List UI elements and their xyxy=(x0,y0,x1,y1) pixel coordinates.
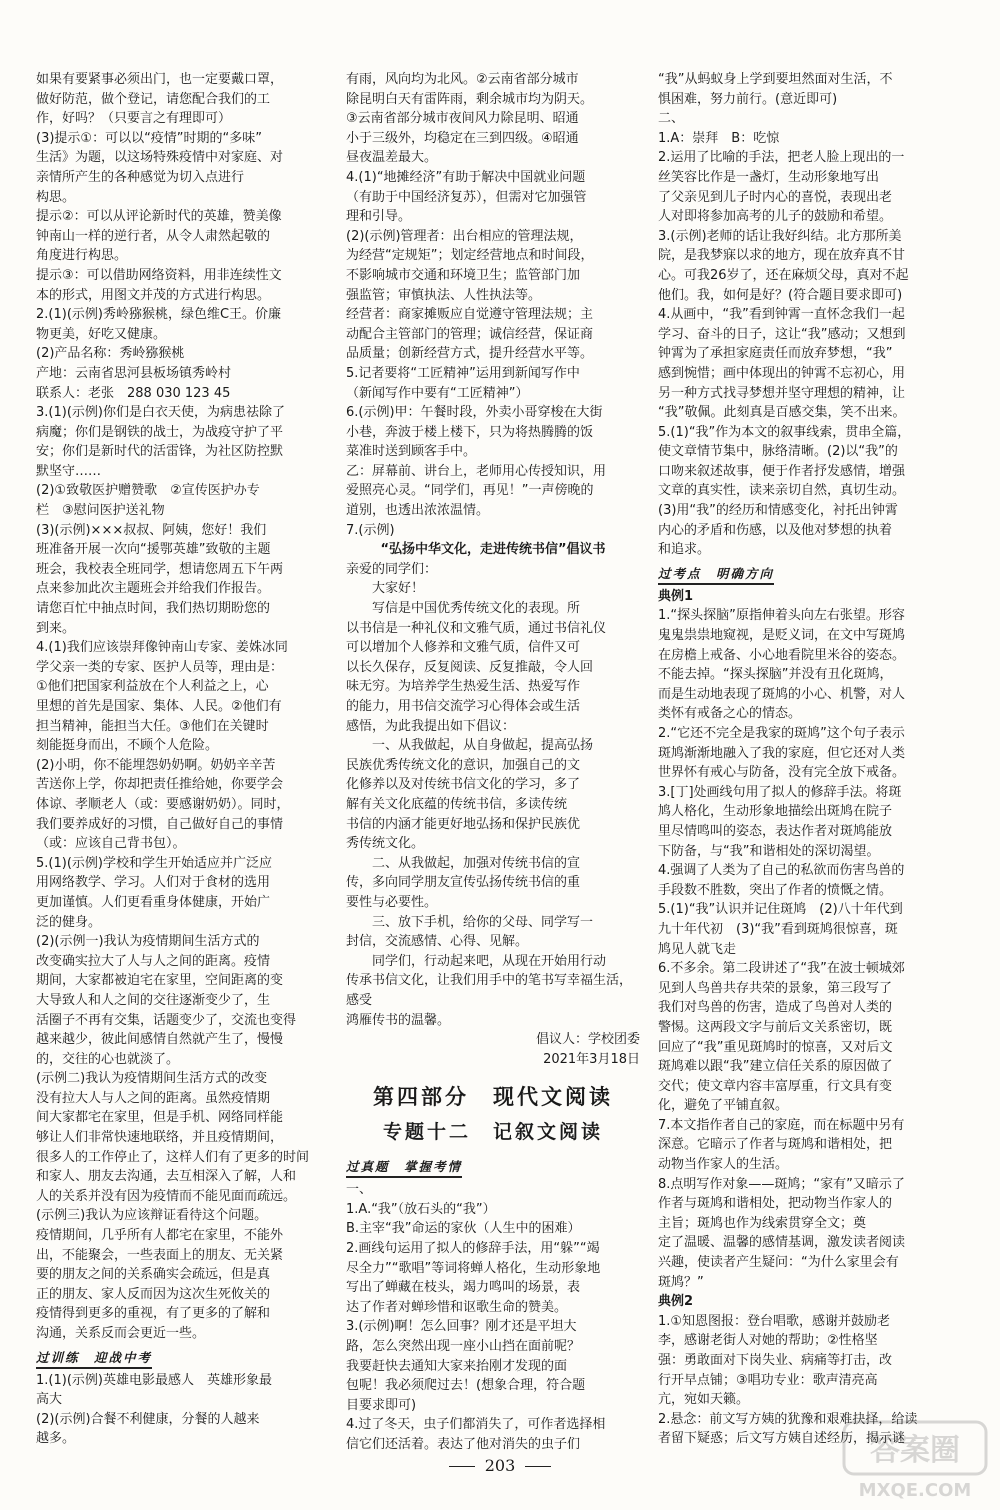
text-line: 构思。 xyxy=(36,189,76,205)
text-line: 而是生动地表现了斑鸠的小心、机警，对人 xyxy=(658,686,906,702)
text-line: 回应了“我”重见斑鸠时的惊喜，又对后文 xyxy=(658,1039,893,1055)
text-line: 另一种方式找寻梦想并坚守理想的精神，让 xyxy=(658,385,906,401)
text-line: 1.(1)(示例)英雄电影最感人 英雄形象最 xyxy=(36,1372,272,1388)
text-line: (2)产品名称：秀岭猕猴桃 xyxy=(36,346,185,362)
text-line: 达了作者对蝉珍惜和讴歌生命的赞美。 xyxy=(346,1299,568,1315)
text-line: 4.从画中，“我”看到钟霄一直怀念我们一起 xyxy=(658,307,905,323)
text-line: 亢，宛如天籁。 xyxy=(658,1392,750,1408)
text-line: 请您百忙中抽点时间，我们热切期盼您的 xyxy=(36,601,271,617)
text-line: 出，不能聚会，一些表面上的朋友、无关紧 xyxy=(36,1247,284,1263)
text-line: 5.(1)“我”作为本文的叙事线索，贯串全篇， xyxy=(658,424,911,440)
text-line: 很多人的工作停止了，这样人们有了更多的时间 xyxy=(36,1149,310,1165)
text-line: 正的朋友、家人反而因为这次生死攸关的 xyxy=(36,1286,271,1302)
text-line: 联系人：老张 288 030 123 45 xyxy=(36,385,231,401)
letter-signature: 倡议人：学校团委 xyxy=(535,1032,640,1048)
text-line: 2.运用了比喻的手法，把老人脸上现出的一 xyxy=(658,150,905,166)
text-line: 以长久保存，反复阅读、反复推敲，令人回 xyxy=(346,659,594,675)
text-line: 期间，大家都被迫宅在家里，空间距离的变 xyxy=(36,973,284,989)
text-line: “我”敬佩。此刻真是百感交集，笑不出来。 xyxy=(658,405,906,421)
text-line: 如果有要紧事必须出门，也一定要戴口罩， xyxy=(36,72,284,87)
text-line: 小巷，奔波于楼上楼下，只为将热腾腾的饭 xyxy=(346,424,594,440)
text-line: 8.点明写作对象——斑鸠；“家有”又暗示了 xyxy=(658,1176,905,1192)
text-line: 见到人鸟兽共存共荣的景象，第三段写了 xyxy=(658,980,893,996)
text-line: 没有拉大人与人之间的距离。虽然疫情期 xyxy=(36,1090,271,1106)
text-line: 疫情期间，几乎所有人都宅在家里，不能外 xyxy=(36,1228,284,1244)
text-line: 乙：屏幕前、讲台上，老师用心传授知识，用 xyxy=(346,463,607,479)
text-line: (3)(示例)×××叔叔、阿姨，您好！我们 xyxy=(36,522,267,538)
text-line: 品质量；创新经营方式，提升经营水平等。 xyxy=(346,346,594,362)
text-line: 病魔；你们是钢铁的战士，为战疫守护了平 xyxy=(36,424,284,440)
text-line: 间大家都宅在家里，但是手机、网络同样能 xyxy=(36,1110,284,1126)
answer-lines xyxy=(658,606,958,1292)
section-heading-real-exam: 过真题 掌握考情 xyxy=(346,1157,462,1178)
text-line: 的能力，用书信交流学习心得体会或生活 xyxy=(346,699,581,714)
text-line: 内心的矛盾和伤感，以及他对梦想的执着 xyxy=(658,522,893,538)
text-line: 化，避免了平铺直叙。 xyxy=(658,1098,789,1114)
text-line: （或：应该自己背书包）。 xyxy=(36,836,186,852)
text-line: 苦送你上学，你却把责任推给她，你要学会 xyxy=(36,777,284,793)
text-line: 里想的首先是国家、集体、人民。②他们有 xyxy=(36,699,282,714)
text-line: 班会，我校表全班同学，想请您周五下午两 xyxy=(36,561,284,577)
text-line: 封信，交流感情、心得、见解。 xyxy=(346,934,529,950)
text-line: 解有关文化底蕴的传统书信，多读传统 xyxy=(346,796,568,812)
text-line: 越来越少，彼此间感情自然就产生了，慢慢 xyxy=(36,1032,284,1048)
text-line: (2)小明，你不能埋怨奶奶啊。奶奶辛辛苦 xyxy=(36,757,276,773)
text-line: 口吻来叙述故事，便于作者抒发感情，增强 xyxy=(658,463,906,479)
text-line: 亲爱的同学们： xyxy=(346,561,438,577)
text-line: 角度进行构思。 xyxy=(36,248,128,264)
column-middle xyxy=(346,70,640,1450)
text-line: 动物当作家人的生活。 xyxy=(658,1157,789,1173)
text-line: 他们。我，如何是好？(符合题目要求即可) xyxy=(658,287,903,303)
text-line: 和追求。 xyxy=(658,542,711,558)
text-line: 鬼鬼祟祟地窥视，是贬义词，在文中写斑鸠 xyxy=(658,628,906,644)
letter-body xyxy=(346,560,640,1030)
text-line: 2.画线句运用了拟人的修辞手法，用“躲”“竭 xyxy=(346,1241,600,1257)
text-line: 6.(示例)甲：午餐时段，外卖小哥穿梭在大街 xyxy=(346,405,603,421)
text-line: (3)提示①：可以以“疫情”时期的“多味” xyxy=(36,130,263,146)
text-line: 2.悬念：前文写方姨的犹豫和艰难抉择，给读 xyxy=(658,1411,918,1427)
text-line: 除昆明白天有雷阵雨，剩余城市均为阴天。 xyxy=(346,91,594,107)
text-line: 行开早点铺；③唱功专业：歌声清亮高 xyxy=(658,1372,878,1388)
text-line: 6.不多余。第二段讲述了“我”在波士顿城郊 xyxy=(658,961,905,977)
text-line: 惧困难，努力前行。(意近即可) xyxy=(658,91,838,107)
text-line: 了父亲见到儿子时内心的喜悦，表现出老 xyxy=(658,189,893,205)
text-line: 沟通，关系反而会更近一些。 xyxy=(36,1326,206,1341)
text-line: 三、放下手机，给你的父母、同学写一 xyxy=(346,914,594,930)
text-line: 九十年代初 (3)“我”看到斑鸠很惊喜，斑 xyxy=(658,921,898,937)
text-line: 改变确实拉大了人与人之间的距离。疫情 xyxy=(36,953,271,969)
text-line: 4.(1)我们应该崇拜像钟南山专家、姜姝冰同 xyxy=(36,640,288,656)
text-line: 4.强调了人类为了自己的私欲而伤害鸟兽的 xyxy=(658,863,905,879)
text-line: 道别，也透出浓浓温情。 xyxy=(346,503,490,519)
text-line: 提示②：可以从评论新时代的英雄，赞美像 xyxy=(36,209,282,225)
text-line: 我要赶快去通知大家来抬刚才发现的面 xyxy=(346,1358,568,1374)
text-line: 3.(示例)啊！怎么回事？刚才还是平坦大 xyxy=(346,1319,577,1335)
text-line: 可以增加个人修养和文雅气质，信件又可 xyxy=(346,640,581,656)
text-line: 斑鸠难以跟“我”建立信任关系的原因做了 xyxy=(658,1059,893,1075)
text-line: (2)(示例)合餐不利健康，分餐的人越来 xyxy=(36,1411,260,1427)
text-line: 班准备开展一次向“援鄂英雄”致敬的主题 xyxy=(36,542,271,558)
text-line: 我们对鸟兽的伤害，造成了鸟兽对人类的 xyxy=(658,1000,893,1016)
text-line: 生活》为题，以这场特殊疫情中对家庭、对 xyxy=(36,150,284,166)
watermark-text: 答案圈 xyxy=(870,1433,960,1468)
text-line: 4.过了冬天，虫子们都消失了，可作者选择相 xyxy=(346,1417,606,1433)
text-line: 4.(1)“地摊经济”有助于解决中国就业问题 xyxy=(346,169,586,185)
text-line: 学父亲一类的专家、医护人员等，理由是： xyxy=(36,659,284,675)
text-line: 做好防范，做个登记，请您配合我们的工 xyxy=(36,91,271,107)
watermark-stamp xyxy=(840,1416,990,1502)
text-line: 民族优秀传统文化的意识，加强自己的文 xyxy=(346,757,581,773)
text-line: 目要求即可) xyxy=(346,1397,417,1413)
text-line: 和家人、朋友去沟通，去互相深入了解，人和 xyxy=(36,1169,297,1185)
text-line: 丝笑容比作是一盏灯，生动形象地写出 xyxy=(658,169,880,185)
text-line: 下防备，与“我”和谐相处的深切渴望。 xyxy=(658,843,880,859)
text-line: 二、从我做起，加强对传统书信的宣 xyxy=(346,855,581,871)
text-line: 3.(1)(示例)你们是白衣天使，为病患祛除了 xyxy=(36,405,285,421)
text-line: 使文章情节集中，脉络清晰。(2)以“我”的 xyxy=(658,444,898,460)
text-line: 一、从我做起，从自身做起，提高弘扬 xyxy=(346,738,594,754)
text-line: （有助于中国经济复苏），但需对它加强管 xyxy=(346,189,587,205)
section-heading-exam-points: 过考点 明确方向 xyxy=(658,564,774,585)
text-line: 作者与斑鸠和谐相处，把动物当作家人的 xyxy=(658,1196,893,1212)
text-line: 路，怎么突然出现一座小山挡在面前呢？ xyxy=(346,1339,581,1355)
text-line: 者留下疑惑；后文写方姨自述经历，揭示谜 xyxy=(658,1431,906,1447)
text-line: (示例三)我认为应该辩证看待这个问题。 xyxy=(36,1208,268,1224)
text-line: 强：勇敢面对下岗失业、病痛等打击，改 xyxy=(658,1353,893,1368)
column-right xyxy=(658,70,958,1450)
text-line: 斑鸠？” xyxy=(658,1274,704,1290)
text-line: 传，多向同学朋友宣传弘扬传统书信的重 xyxy=(346,875,581,891)
text-line: 鸠见人就飞走 xyxy=(658,941,737,957)
text-line: 化修养以及对传统书信文化的学习，多了 xyxy=(346,777,581,793)
text-line: 李，感谢老街人对她的帮助；②性格坚 xyxy=(658,1333,878,1349)
watermark-url: MXQE.COM xyxy=(858,1480,972,1501)
text-line: 1.A：崇拜 B：吃惊 xyxy=(658,130,780,146)
text-line: 院，是我梦寐以求的地方，现在放弃真不甘 xyxy=(658,248,906,264)
text-line: 爱照亮心灵。“同学们，再见！”一声傍晚的 xyxy=(346,483,594,499)
text-line: 亲情所产生的各种感觉为切入点进行 xyxy=(36,169,245,185)
text-line: 7.本文指作者自己的家庭，而在标题中另有 xyxy=(658,1117,905,1133)
text-line: 物更美，好吃又健康。 xyxy=(36,326,167,342)
text-line: 1.①知恩图报：登台唱歌，感谢并鼓励老 xyxy=(658,1313,891,1329)
text-line: 包呢！我必须爬过去！(想象合理，符合题 xyxy=(346,1378,586,1394)
text-line: 栏 ③慰问医护送礼物 xyxy=(36,503,165,519)
text-line: 小于三级外，均稳定在三到四级。④昭通 xyxy=(346,130,579,146)
text-line: 警惕。这两段文字与前后文关系密切，既 xyxy=(658,1019,893,1035)
text-line: 2.(1)(示例)秀岭猕猴桃，绿色维C王。价廉 xyxy=(36,307,282,323)
text-line: 刻能挺身而出，不顾个人危险。 xyxy=(36,738,219,754)
text-line: 人对即将参加高考的儿子的鼓励和希望。 xyxy=(658,209,893,225)
text-line: 菜准时送到顾客手中。 xyxy=(346,444,477,460)
text-line: 2.“它还不完全是我家的斑鸠”这个句子表示 xyxy=(658,726,905,741)
answer-lines xyxy=(36,70,332,1344)
topic-heading: 专题十二 记叙文阅读 xyxy=(382,1121,603,1144)
text-line: 以书信是一种礼仪和文雅气质，通过书信礼仪 xyxy=(346,620,607,636)
text-line: 信它们还活着。表达了他对消失的虫子们 xyxy=(346,1437,581,1450)
text-line: 类怀有戒备之心的情态。 xyxy=(658,706,802,722)
text-line: 7.(示例) xyxy=(346,522,395,538)
text-line: 学习、奋斗的日子，这让“我”感动；又想到 xyxy=(658,326,906,342)
text-line: 疫情得到更多的重视，有了更多的了解和 xyxy=(36,1306,271,1322)
answer-lines xyxy=(658,70,958,560)
text-line: (2)①致敬医护赠赞歌 ②宣传医护办专 xyxy=(36,483,260,499)
footer-dash-right xyxy=(525,1466,551,1467)
text-line: 尽全力”“歌唱”等词将蝉人格化，生动形象地 xyxy=(346,1260,601,1276)
section-heading-training: 过训练 迎战中考 xyxy=(36,1348,152,1369)
text-line: (2)(示例一)我认为疫情期间生活方式的 xyxy=(36,934,260,950)
text-line: 里尽情鸣叫的姿态，表达作者对斑鸠能放 xyxy=(658,823,893,839)
text-line: 秀传统文化。 xyxy=(346,836,425,852)
text-line: 5.记者要将“工匠精神”运用到新闻写作中 xyxy=(346,365,580,381)
text-line: 默坚守…… xyxy=(36,463,102,479)
text-line: 理和引导。 xyxy=(346,209,412,225)
text-line: 有雨，风向均为北风。②云南省部分城市 xyxy=(346,72,579,87)
text-line: （新闻写作中要有“工匠精神”） xyxy=(346,385,529,401)
text-line: B.主宰“我”命运的家伙（人生中的困难） xyxy=(346,1221,581,1237)
text-line: 感悟，为此我提出如下倡议： xyxy=(346,718,516,734)
text-line: 鸠人格化，生动形象地描绘出斑鸠在院子 xyxy=(658,804,893,820)
text-line: 交代；使文章内容丰富厚重，行文具有变 xyxy=(658,1078,893,1094)
page-number: 203 xyxy=(484,1456,516,1475)
text-line: 5.(1)(示例)学校和学生开始适应并广泛应 xyxy=(36,855,272,871)
text-line: 鸿雁传书的温馨。 xyxy=(346,1012,451,1028)
letter-title: “弘扬中华文化，走进传统书信”倡议书 xyxy=(380,542,606,558)
text-line: 写信是中国优秀传统文化的表现。所 xyxy=(346,601,581,617)
text-line: 提示③：可以借助网络资料，用非连续性文 xyxy=(36,267,282,283)
text-line: 传承书信文化，让我们用手中的笔书写幸福生活，感受 xyxy=(346,973,633,1008)
text-line: 5.(1)“我”认识并记住斑鸠 (2)八十年代到 xyxy=(658,902,903,918)
text-line: ③云南省部分城市夜间风力除昆明、昭通 xyxy=(346,111,579,127)
text-line: 文章的真实性，读来亲切自然，真切生动。 xyxy=(658,483,906,499)
watermark-logo xyxy=(840,1416,990,1502)
answer-lines xyxy=(346,1180,640,1450)
footer-dash-left xyxy=(449,1466,475,1467)
text-line: 主旨；斑鸠也作为线索贯穿全文；奠 xyxy=(658,1215,867,1231)
text-line: 深意。它暗示了作者与斑鸠和谐相处，把 xyxy=(658,1137,893,1153)
text-line: 斑鸠渐渐地融入了我的家庭，但它还对人类 xyxy=(658,745,906,761)
text-line: 点来参加此次主题班会并给我们作报告。 xyxy=(36,581,271,597)
text-line: 大家好！ xyxy=(346,581,425,597)
example-2-label: 典例2 xyxy=(658,1294,694,1310)
text-line: 作，好吗？（只要言之有理即可） xyxy=(36,111,232,127)
text-line: 经营者：商家摊贩应自觉遵守管理法规；主 xyxy=(346,307,594,323)
text-line: 不影响城市交通和环境卫生；监管部门加 xyxy=(346,267,581,283)
text-line: 要性与必要性。 xyxy=(346,894,438,910)
text-line: 昼夜温差最大。 xyxy=(346,150,438,166)
text-line: 不能去掉。“探头探脑”并没有丑化斑鸠， xyxy=(658,667,893,683)
text-line: (2)(示例)管理者：出台相应的管理法规， xyxy=(346,228,583,244)
text-line: 担当精神，能担当大任。③他们在关键时 xyxy=(36,718,269,734)
letter-date: 2021年3月18日 xyxy=(543,1051,640,1067)
text-line: 钟南山一样的逆行者，从令人肃然起敬的 xyxy=(36,228,271,244)
text-line: 够让人们非常快速地联络，并且疫情期间， xyxy=(36,1130,284,1146)
text-line: 书信的内涵才能更好地弘扬和保护民族优 xyxy=(346,816,581,832)
text-line: 3.(示例)老师的话让我好纠结。北方那所美 xyxy=(658,228,902,244)
text-line: 安；你们是新时代的活雷锋，为社区防控默 xyxy=(36,444,284,460)
text-line: 为经营“定规矩”；划定经营地点和时间段， xyxy=(346,248,594,264)
text-line: ①他们把国家利益放在个人利益之上，心 xyxy=(36,679,269,695)
text-line: 动配合主管部门的管理；诚信经营，保证商 xyxy=(346,326,594,342)
text-line: 活圈子不再有交集，话题变少了，交流也变得 xyxy=(36,1012,297,1028)
text-line: 更加谨慎。人们更看重身体健康，开始广 xyxy=(36,894,271,910)
text-line: 本的形式，用图文并茂的方式进行构思。 xyxy=(36,287,271,303)
text-line: 要的朋友之间的关系确实会疏远，但是真 xyxy=(36,1267,271,1283)
text-line: 高大 xyxy=(36,1392,63,1408)
text-line: 心。可我26岁了，还在麻烦父母，真对不起 xyxy=(658,267,909,283)
text-line: (3)用“我”的经历和情感变化，衬托出钟霄 xyxy=(658,503,898,519)
text-line: 强监管；审慎执法、人性执法等。 xyxy=(346,287,542,303)
text-line: 用网络教学、学习。人们对于食材的选用 xyxy=(36,875,271,891)
text-line: “我”从蚂蚁身上学到要坦然面对生活，不 xyxy=(658,72,893,87)
example-1-label: 典例1 xyxy=(658,588,694,604)
text-line: 一、 xyxy=(346,1182,373,1198)
part-heading: 第四部分 现代文阅读 xyxy=(373,1084,613,1110)
text-line: 手段数不胜数，突出了作者的愤慨之情。 xyxy=(658,882,893,898)
column-left xyxy=(36,70,332,1450)
text-line: (示例二)我认为疫情期间生活方式的改变 xyxy=(36,1071,268,1087)
text-line: 3.[丁]处画线句用了拟人的修辞手法。将斑 xyxy=(658,784,902,800)
text-line: 到来。 xyxy=(36,620,76,636)
text-line: 钟霄为了承担家庭责任而放弃梦想，“我” xyxy=(658,346,893,362)
text-line: 人的关系并没有因为疫情而不能见面而疏远。 xyxy=(36,1188,297,1204)
text-line: 写出了蝉藏在枝头，竭力鸣叫的场景，表 xyxy=(346,1280,581,1296)
text-line xyxy=(36,1449,332,1450)
text-line: 在房檐上戒备、小心地看院里米谷的姿态。 xyxy=(658,647,906,663)
text-line: 1.“探头探脑”原指伸着头向左右张望。形容 xyxy=(658,608,905,624)
text-line: 世界怀有戒心与防备，没有完全放下戒备。 xyxy=(658,765,906,781)
text-line: 味无穷。为培养学生热爱生活、热爱写作 xyxy=(346,679,581,695)
text-line: 大导致人和人之间的交往逐渐变少了，生 xyxy=(36,992,271,1008)
text-line: 产地：云南省思河县板场镇秀岭村 xyxy=(36,365,232,381)
answer-lines xyxy=(36,1371,332,1450)
text-line: 越多。 xyxy=(36,1431,76,1447)
text-line: 泛的健身。 xyxy=(36,914,102,930)
text-line: 体谅、孝顺老人（或：要感谢奶奶）。同时， xyxy=(36,796,290,812)
text-line: 我们要养成好的习惯，自己做好自己的事情 xyxy=(36,816,284,832)
text-line: 二、 xyxy=(658,111,685,127)
text-line: 兴趣，使读者产生疑问：“为什么家里会有 xyxy=(658,1255,899,1271)
text-line: 同学们，行动起来吧，从现在开始用行动 xyxy=(346,953,607,969)
text-line: 定了温暖、温馨的感情基调，激发读者阅读 xyxy=(658,1235,906,1251)
text-line: 的，交往的心也就淡了。 xyxy=(36,1051,180,1067)
text-line: 感到惋惜；画中体现出的钟霄不忘初心，用 xyxy=(658,365,906,381)
text-line: 1.A.“我”（放石头的“我”） xyxy=(346,1201,496,1217)
answer-lines xyxy=(346,70,640,540)
